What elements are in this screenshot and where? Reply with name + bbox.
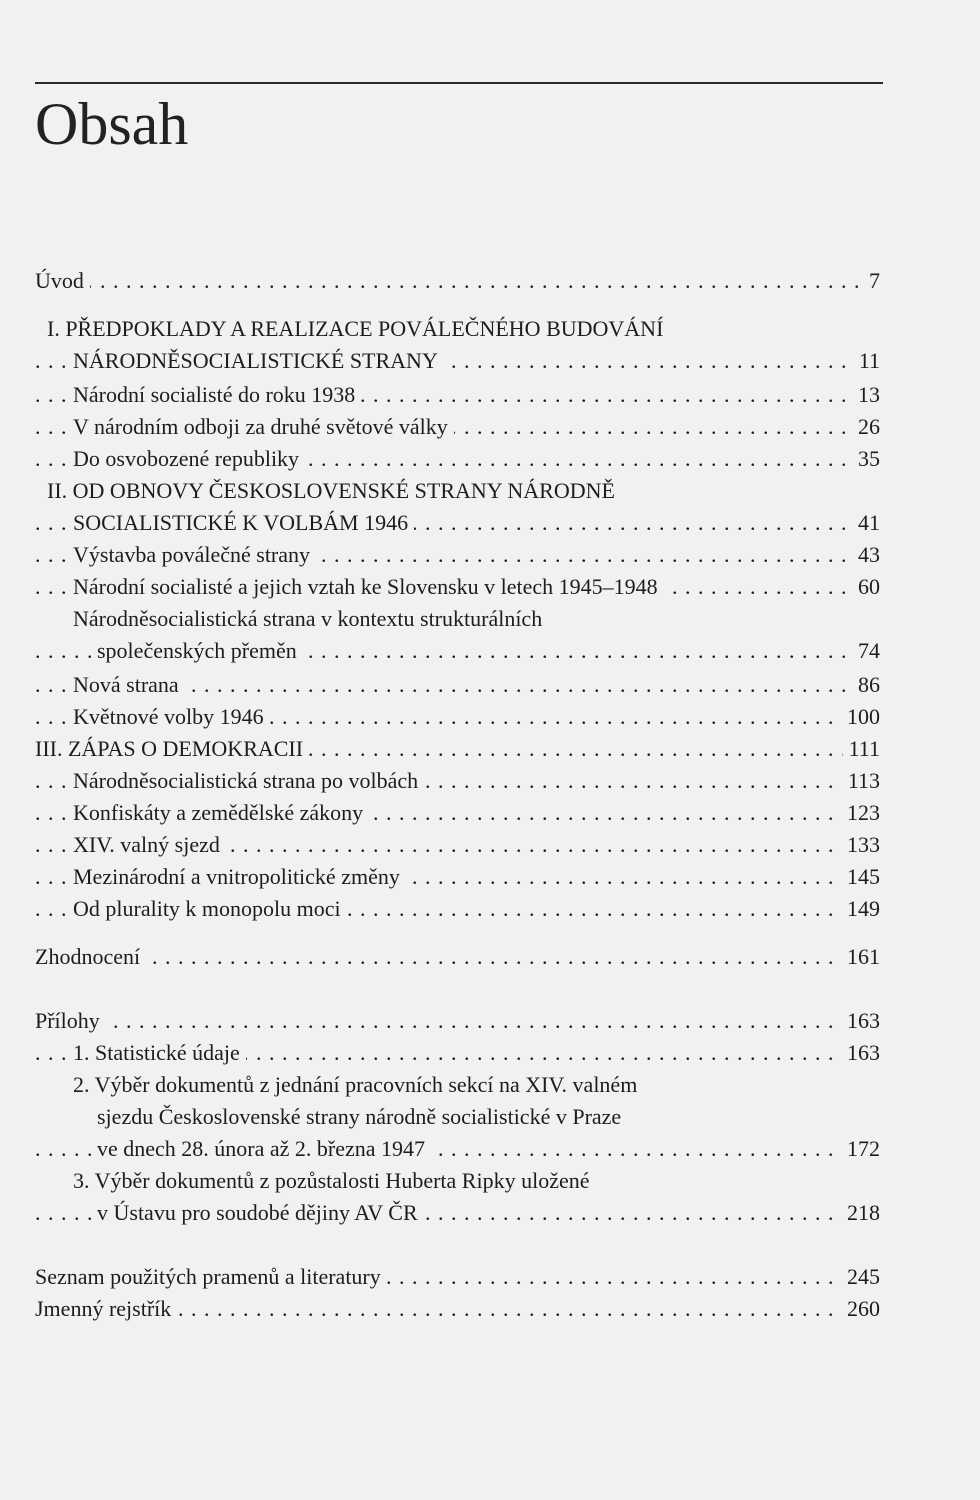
- toc-entry-title: 3. Výběr dokumentů z pozůstalosti Huberta Ripky uložené: [73, 1165, 595, 1197]
- toc-entry: [35, 941, 880, 973]
- toc-entry: [35, 1165, 880, 1197]
- toc-entry-page: 260: [841, 1293, 880, 1325]
- toc-entry: [35, 1005, 880, 1037]
- toc-entry: [35, 1293, 880, 1325]
- page-title: Obsah: [35, 91, 189, 157]
- toc-entry: [35, 507, 880, 539]
- toc-entry-page: 161: [841, 941, 880, 973]
- toc-entry-page: 163: [841, 1037, 880, 1069]
- toc-entry-title: . . . Mezinárodní a vnitropolitické změny: [73, 861, 406, 893]
- toc-entry-page: 245: [841, 1261, 880, 1293]
- toc-entry-page: 86: [852, 669, 880, 701]
- toc-entry: [35, 1261, 880, 1293]
- toc-entry: [35, 765, 880, 797]
- toc-entry-title: . . . Národní socialisté do roku 1938: [73, 379, 361, 411]
- toc-entry: [35, 603, 880, 635]
- top-rule: [35, 82, 883, 84]
- toc-entry: [35, 797, 880, 829]
- toc-entry-title: . . . společenských přeměn: [97, 635, 303, 667]
- toc-entry-title: . . . III. ZÁPAS O DEMOKRACII: [35, 733, 309, 765]
- toc-entry-page: 218: [841, 1197, 880, 1229]
- toc-entry-title: . . . XIV. valný sjezd: [73, 829, 226, 861]
- toc-entry-page: 13: [852, 379, 880, 411]
- toc-entry-title: sjezdu Československé strany národně socialistické v Praze: [97, 1101, 627, 1133]
- toc-entry: [35, 411, 880, 443]
- toc-entry-page: 41: [852, 507, 880, 539]
- toc-entry-title: . . . ve dnech 28. února až 2. března 1947: [97, 1133, 431, 1165]
- toc-entry-page: 74: [852, 635, 880, 667]
- toc-entry: [35, 733, 880, 765]
- toc-entry: [35, 571, 880, 603]
- toc-entry-title: . . . Do osvobozené republiky: [73, 443, 305, 475]
- toc-entry-title: . . . Úvod: [35, 265, 90, 297]
- toc-entry: [35, 313, 880, 345]
- toc-entry-title: I. PŘEDPOKLADY A REALIZACE POVÁLEČNÉHO BUDOVÁNÍ: [47, 313, 669, 345]
- toc-entry-title: . . . Nová strana: [73, 669, 185, 701]
- toc-entry-title: . . . Seznam použitých pramenů a literatury: [35, 1261, 387, 1293]
- toc-entry-page: 163: [841, 1005, 880, 1037]
- toc-entry: [35, 861, 880, 893]
- toc-entry-page: 7: [863, 265, 880, 297]
- toc-entry: [35, 635, 880, 667]
- toc-entry-title: . . . Zhodnocení: [35, 941, 146, 973]
- toc-entry-page: 145: [841, 861, 880, 893]
- toc-entry-title: . . . NÁRODNĚSOCIALISTICKÉ STRANY: [73, 345, 444, 377]
- toc-entry-title: . . . SOCIALISTICKÉ K VOLBÁM 1946: [73, 507, 414, 539]
- toc-entry-title: . . . v Ústavu pro soudobé dějiny AV ČR: [97, 1197, 424, 1229]
- toc-entry: [35, 1197, 880, 1229]
- toc-entry-page: 149: [841, 893, 880, 925]
- toc-entry-title: . . . Národní socialisté a jejich vztah ke Slovensku v letech 1945–1948: [73, 571, 664, 603]
- toc-entry-title: II. OD OBNOVY ČESKOSLOVENSKÉ STRANY NÁRODNĚ: [47, 475, 621, 507]
- toc-entry-title: . . . Jmenný rejstřík: [35, 1293, 177, 1325]
- toc-entry-page: 133: [841, 829, 880, 861]
- toc-entry-title: Národněsocialistická strana v kontextu strukturálních: [73, 603, 548, 635]
- toc-entry-title: . . . Národněsocialistická strana po volbách: [73, 765, 424, 797]
- toc-entry: [35, 1037, 880, 1069]
- toc-entry-page: 43: [852, 539, 880, 571]
- toc-entry-page: 113: [842, 765, 880, 797]
- toc-entry-title: . . . Konfiskáty a zemědělské zákony: [73, 797, 369, 829]
- toc-entry-title: . . . 1. Statistické údaje: [73, 1037, 246, 1069]
- toc-entry-page: 172: [841, 1133, 880, 1165]
- toc-entry-page: 60: [852, 571, 880, 603]
- toc-entry-page: 111: [843, 733, 880, 765]
- toc-entry-title: . . . Květnové volby 1946: [73, 701, 270, 733]
- toc-entry: [35, 379, 880, 411]
- toc-entry: [35, 443, 880, 475]
- toc-entry-title: 2. Výběr dokumentů z jednání pracovních sekcí na XIV. valném: [73, 1069, 643, 1101]
- toc-entry: [35, 669, 880, 701]
- toc-entry-title: . . . Od plurality k monopolu moci: [73, 893, 347, 925]
- toc-entry: [35, 893, 880, 925]
- toc-entry-title: . . . Výstavba poválečné strany: [73, 539, 316, 571]
- toc-entry: [35, 1069, 880, 1101]
- toc-entry-title: . . . Přílohy: [35, 1005, 106, 1037]
- toc-entry-page: 35: [852, 443, 880, 475]
- toc-entry: [35, 345, 880, 377]
- toc-entry: [35, 475, 880, 507]
- toc-entry: [35, 1133, 880, 1165]
- toc-entry-page: 26: [852, 411, 880, 443]
- toc-entry: [35, 701, 880, 733]
- toc-entry-page: 11: [853, 345, 880, 377]
- toc-entry: [35, 265, 880, 297]
- toc-entry-page: 100: [841, 701, 880, 733]
- toc-entry: [35, 829, 880, 861]
- toc-entry: [35, 539, 880, 571]
- toc-entry: [35, 1101, 880, 1133]
- toc-entry-page: 123: [841, 797, 880, 829]
- toc-entry-title: . . . V národním odboji za druhé světové války: [73, 411, 454, 443]
